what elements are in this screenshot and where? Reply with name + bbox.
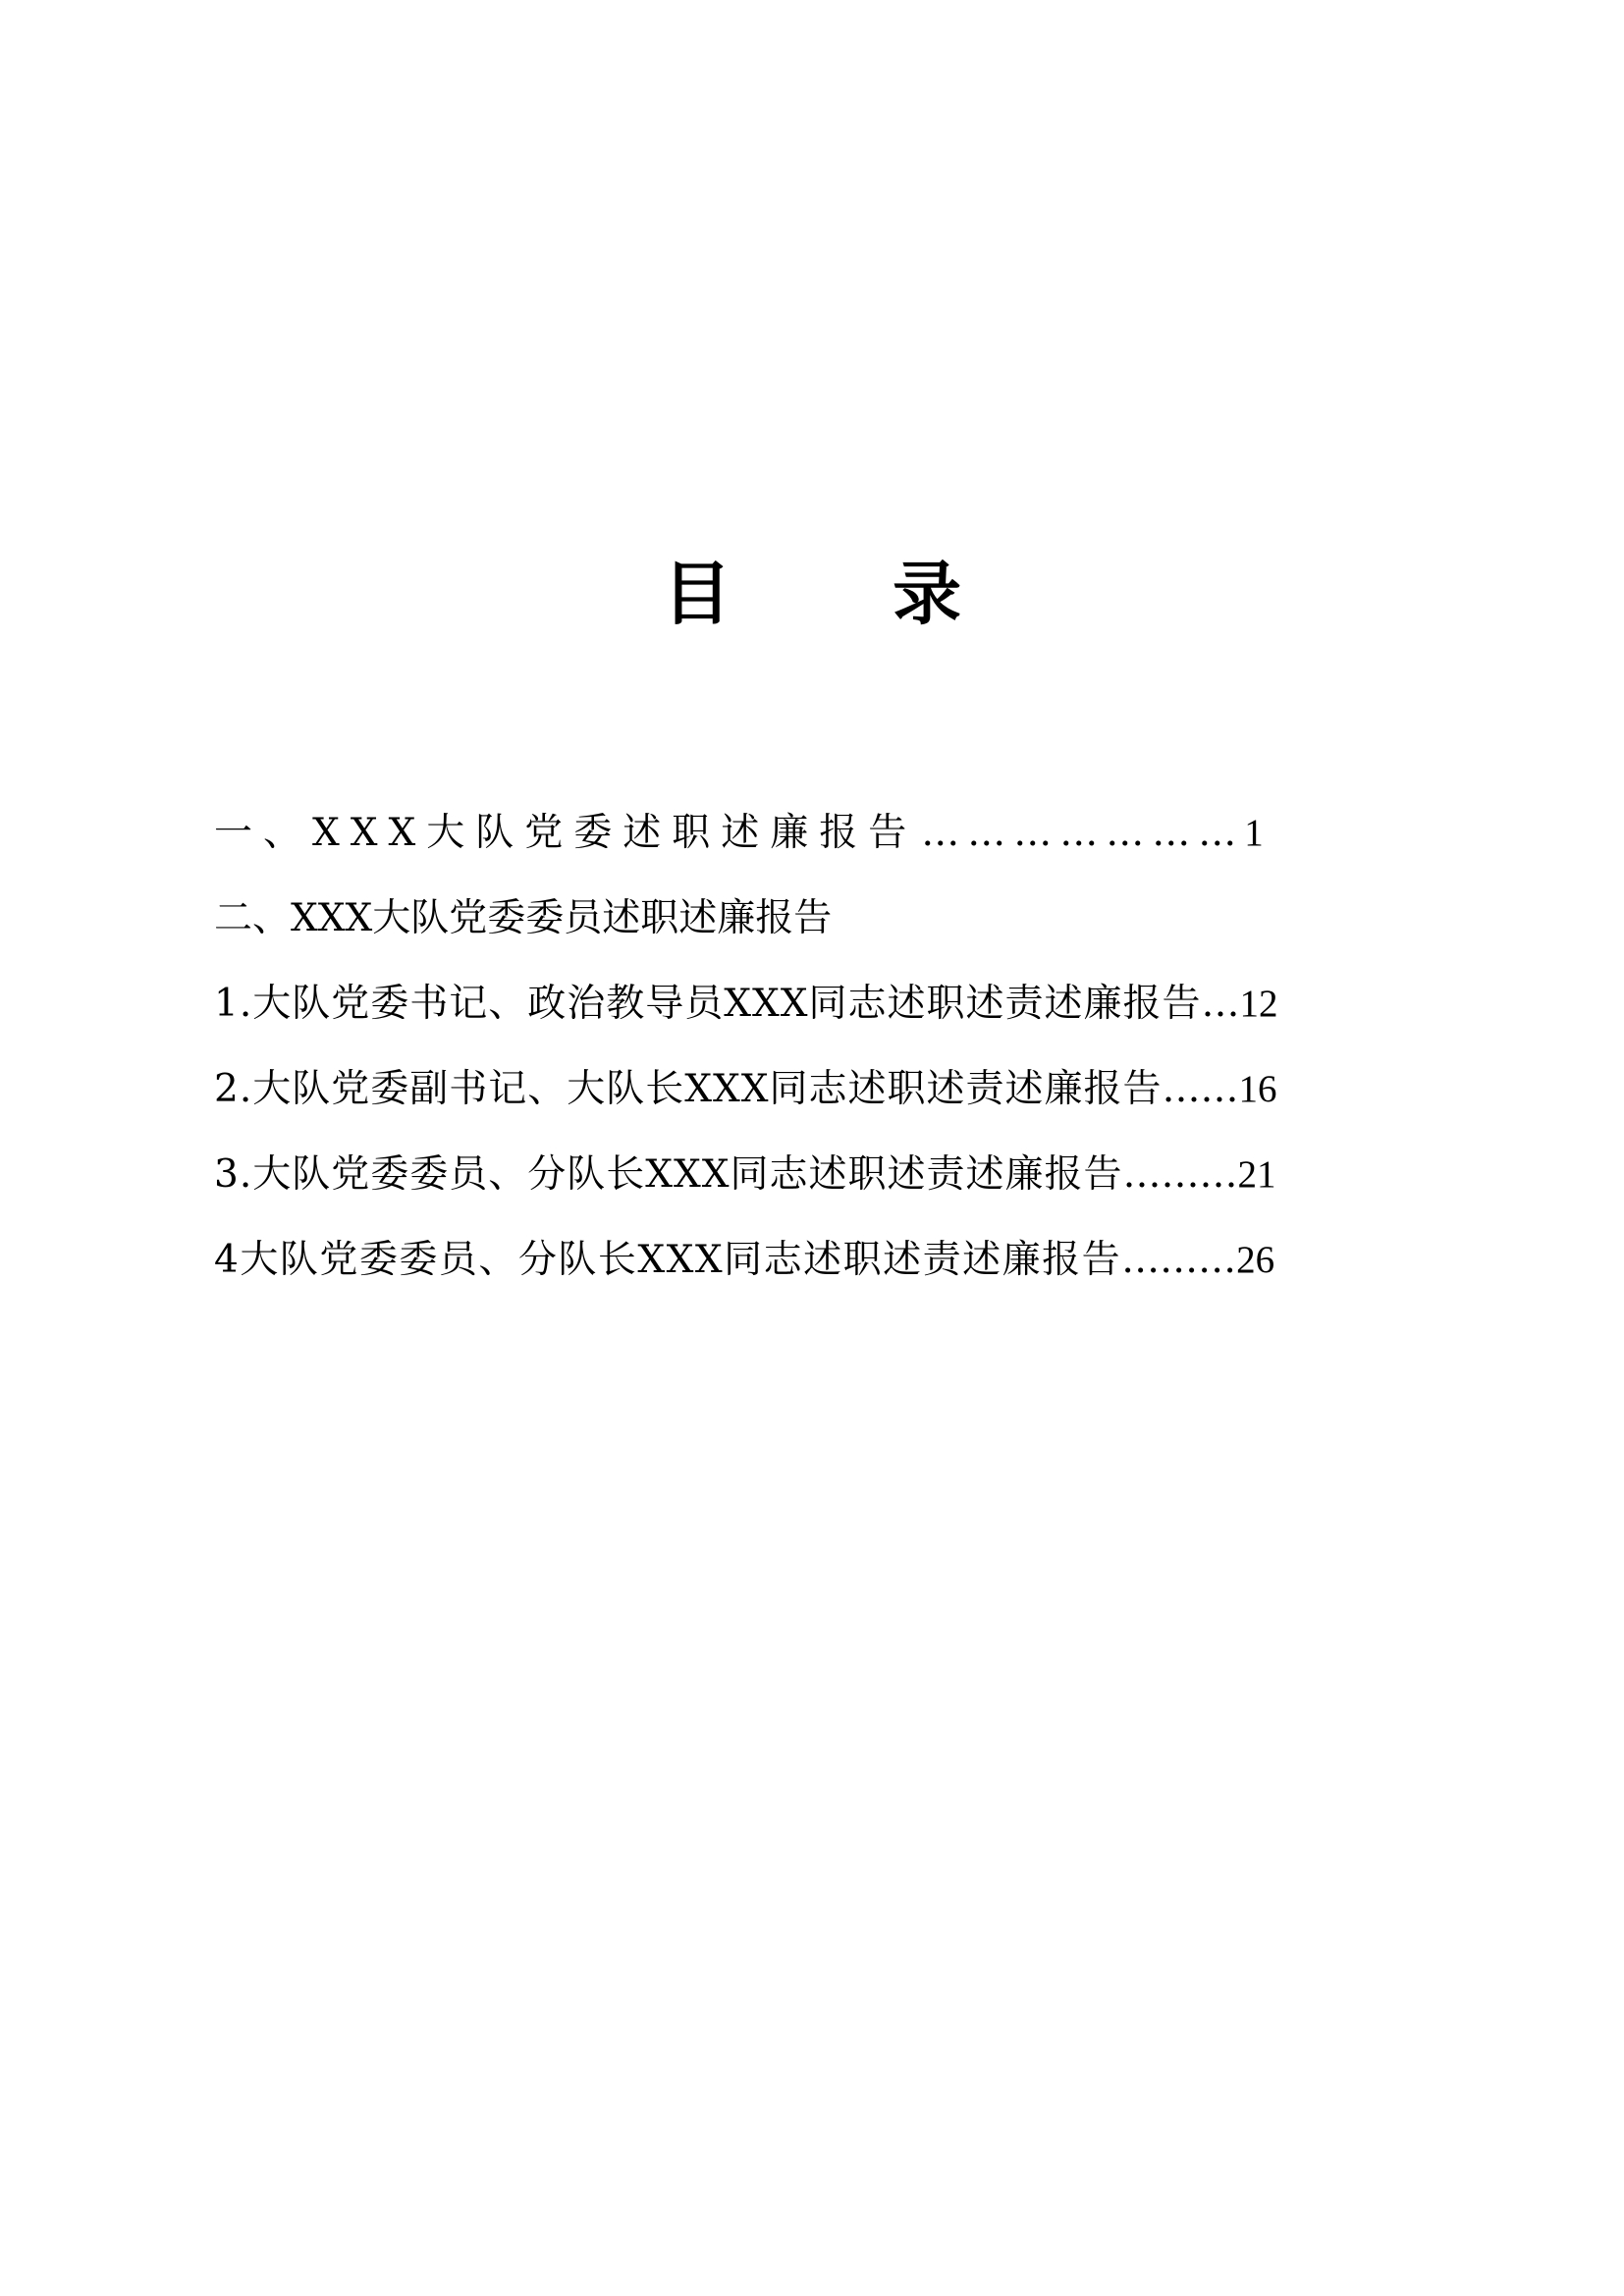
- toc-entry-leader: …: [1201, 982, 1240, 1026]
- toc-entry[interactable]: [214, 1217, 1432, 1303]
- toc-entry-leader: …………………: [921, 811, 1245, 855]
- toc-entry-page: 21: [1237, 1153, 1276, 1196]
- toc-entry-label: 一、XXX大队党委述职述廉报告: [214, 811, 918, 855]
- toc-entry-leader: ………: [1121, 1238, 1237, 1282]
- toc-entry-page: 12: [1239, 983, 1278, 1025]
- toc-entry-page: 16: [1238, 1068, 1277, 1110]
- toc-entry-leader: ………: [1122, 1152, 1238, 1197]
- toc-entry-label: 二、XXX大队党委委员述职述廉报告: [214, 896, 833, 940]
- toc-entry[interactable]: [214, 961, 1432, 1046]
- toc-entry[interactable]: [214, 1132, 1432, 1217]
- toc-entry-label: 4大队党委委员、分队长XXX同志述职述责述廉报告: [214, 1238, 1122, 1282]
- toc-entry-label: 2.大队党委副书记、大队长XXX同志述职述责述廉报告: [214, 1067, 1163, 1111]
- toc-entry-label: 1.大队党委书记、政治教导员XXX同志述职述责述廉报告: [214, 982, 1202, 1026]
- toc-entry[interactable]: [214, 790, 1432, 876]
- toc-entry-page: 26: [1236, 1239, 1275, 1281]
- toc-entry-page: 1: [1244, 812, 1264, 854]
- toc-entry-leader: ……: [1162, 1067, 1239, 1111]
- toc-entry[interactable]: [214, 1046, 1432, 1132]
- toc-entry-label: 3.大队党委委员、分队长XXX同志述职述责述廉报告: [214, 1152, 1123, 1197]
- toc-section-heading[interactable]: [214, 876, 1432, 961]
- toc-title: 目 录: [662, 553, 1031, 634]
- toc-list: [214, 790, 1432, 1303]
